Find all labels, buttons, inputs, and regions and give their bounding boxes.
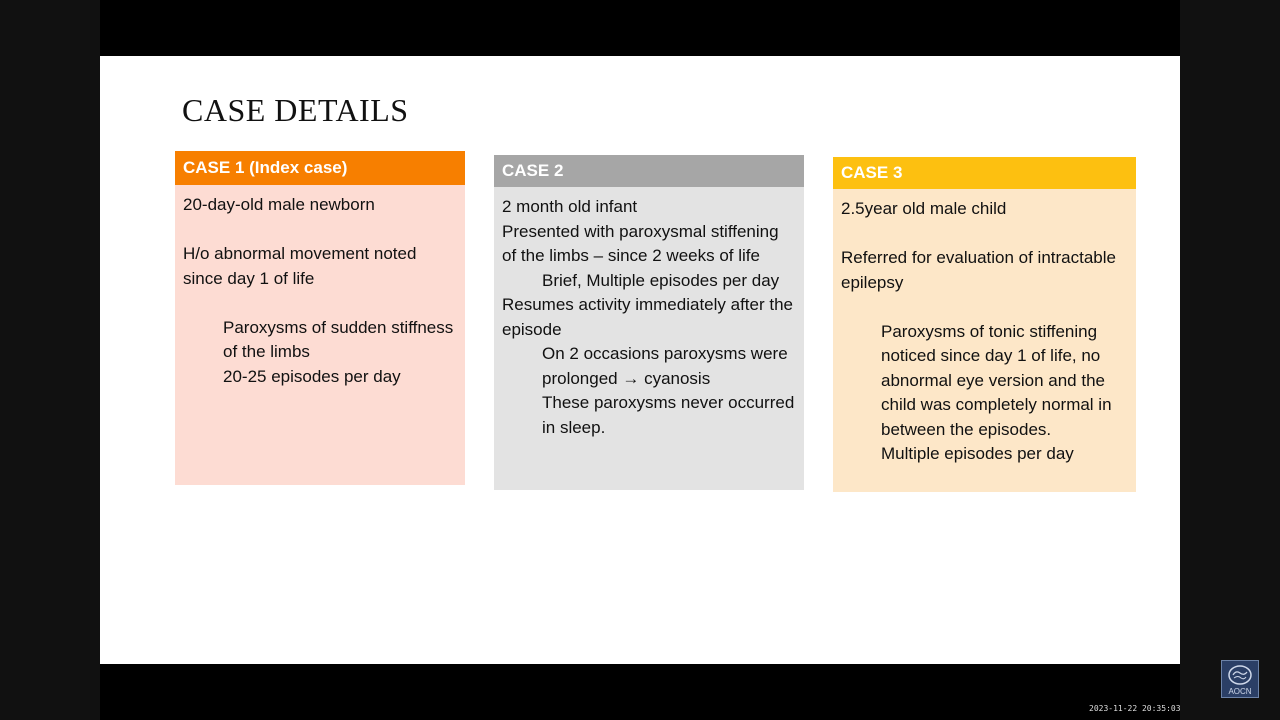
aocn-logo-icon [1221, 660, 1259, 698]
case-3-line: Referred for evaluation of intractable epilepsy [841, 248, 1116, 292]
top-letterbox [100, 0, 1180, 56]
recording-timestamp: 2023-11-22 20:35:03 [1089, 704, 1181, 713]
case-3-header: CASE 3 [833, 157, 1136, 189]
presentation-slide [100, 56, 1180, 664]
case-1-line: 20-day-old male newborn [183, 195, 375, 214]
logo-text: AOCN [1228, 687, 1252, 696]
case-2-indent: These paroxysms never occurred in sleep. [542, 393, 795, 437]
case-1-indent: 20-25 episodes per day [223, 366, 401, 386]
case-2-indent: On 2 occasions paroxysms were prolonged → cyanosis [542, 344, 788, 388]
right-letterbox [1180, 0, 1280, 720]
case-2-box [494, 155, 804, 490]
case-3-indent: Paroxysms of tonic stiffening noticed since day 1 of life, no abnormal eye version and the child was completely normal in between the episodes. [881, 321, 1112, 439]
left-letterbox [0, 0, 100, 720]
case-2-line: 2 month old infant [502, 197, 638, 216]
case-2-line: Resumes activity immediately after the episode [502, 295, 793, 339]
case-1-body [175, 185, 465, 485]
case-3-box [833, 157, 1136, 492]
case-1-line: H/o abnormal movement noted since day 1 of life [183, 244, 417, 288]
case-3-body [833, 189, 1136, 492]
case-3-indent: Multiple episodes per day [881, 444, 1074, 463]
case-3-line: 2.5year old male child [841, 199, 1007, 218]
case-1-header: CASE 1 (Index case) [175, 151, 465, 185]
case-2-indent: Brief, Multiple episodes per day [542, 270, 780, 290]
case-1-indent: Paroxysms of sudden stiffness of the limbs [223, 317, 454, 361]
case-2-line: Presented with paroxysmal stiffening of the limbs – since 2 weeks of life [502, 221, 779, 265]
case-1-box [175, 151, 465, 485]
bottom-letterbox [100, 664, 1180, 720]
case-2-header: CASE 2 [494, 155, 804, 187]
case-2-body [494, 187, 804, 490]
slide-title: CASE DETAILS [182, 92, 409, 128]
